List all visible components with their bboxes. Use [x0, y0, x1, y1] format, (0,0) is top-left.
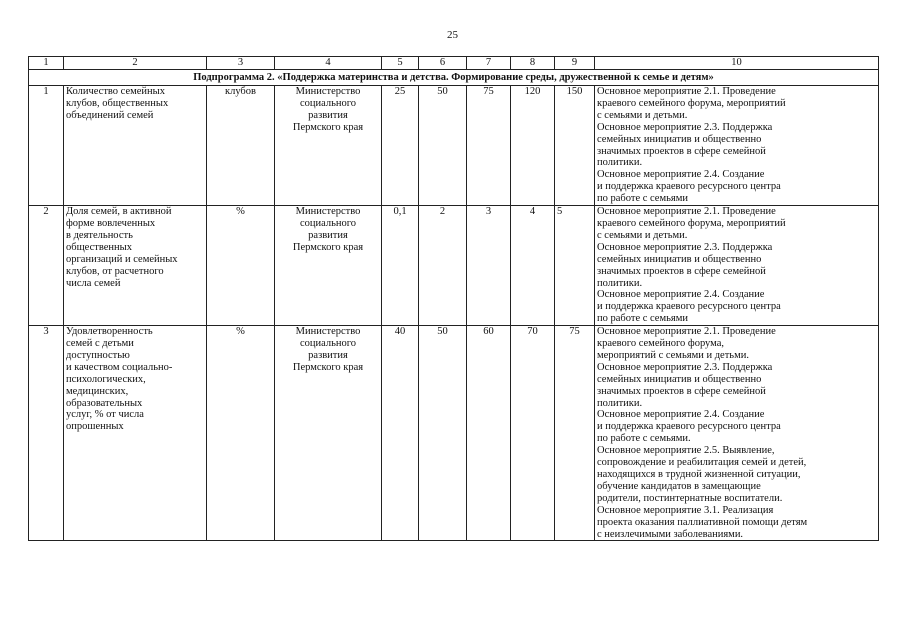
value-col6: 2: [419, 206, 467, 326]
event-line: Основное мероприятие 2.3. Поддержка: [597, 241, 773, 253]
event-line: Основное мероприятие 2.3. Поддержка: [597, 361, 773, 373]
event-line: краевого семейного форума, мероприятий: [597, 217, 786, 229]
executor-line: социального: [299, 338, 357, 350]
executor-cell: [275, 206, 382, 326]
indicator-line: медицинских,: [66, 385, 129, 397]
unit-cell: %: [207, 326, 275, 541]
value-col9: 75: [555, 326, 595, 541]
subprogram-title: Подпрограмма 2. «Поддержка материнства и детства. Формирование среды, дружественной к семье и детям»: [29, 70, 879, 86]
event-line: сопровождение и реабилитация семей и детей,: [597, 457, 807, 469]
event-line: краевого семейного форума, мероприятий: [597, 97, 786, 109]
event-line: и поддержка краевого ресурсного центра: [597, 181, 781, 193]
executor-line: Министерство: [295, 86, 361, 97]
indicator-line: и качеством социально-: [66, 361, 173, 373]
events-cell: [595, 86, 879, 206]
indicator-line: форме вовлеченных: [66, 217, 156, 229]
event-line: по работе с семьями: [597, 313, 688, 325]
executor-line: Пермского края: [292, 361, 364, 373]
value-col8: 120: [511, 86, 555, 206]
executor-line: социального: [299, 97, 357, 109]
column-number-row: [29, 57, 879, 70]
event-line: Основное мероприятие 2.4. Создание: [597, 409, 765, 421]
executor-line: социального: [299, 217, 357, 229]
row-number: 1: [29, 86, 64, 206]
event-line: Основное мероприятие 2.5. Выявление,: [597, 445, 775, 457]
event-line: семейных инициатив и общественно: [597, 373, 762, 385]
executor-line: развития: [308, 109, 348, 121]
executor-line: развития: [308, 349, 348, 361]
indicator-line: организаций и семейных: [66, 253, 178, 265]
indicators-table: [28, 56, 879, 541]
table-row: [29, 206, 879, 326]
event-line: Основное мероприятие 2.1. Проведение: [597, 326, 776, 338]
indicator-line: клубов, общественных: [66, 97, 169, 109]
event-line: мероприятий с семьями и детьми.: [597, 349, 749, 361]
executor-line: Пермского края: [292, 121, 364, 133]
event-line: политики.: [597, 157, 643, 169]
value-col6: 50: [419, 86, 467, 206]
row-number: 2: [29, 206, 64, 326]
indicator-line: доступностью: [66, 349, 130, 361]
event-line: обучение кандидатов в замещающие: [597, 480, 761, 492]
event-line: Основное мероприятие 3.1. Реализация: [597, 504, 774, 516]
unit-cell: клубов: [207, 86, 275, 206]
indicator-line: Количество семейных: [66, 86, 165, 97]
value-col7: 3: [467, 206, 511, 326]
indicator-line: психологических,: [66, 373, 146, 385]
page-number: 25: [447, 29, 458, 41]
table-row: [29, 86, 879, 206]
event-line: Основное мероприятие 2.1. Проведение: [597, 86, 776, 97]
event-line: Основное мероприятие 2.4. Создание: [597, 169, 765, 181]
event-line: политики.: [597, 397, 643, 409]
executor-cell: [275, 326, 382, 541]
value-col5: 40: [382, 326, 419, 541]
indicator-line: Удовлетворенность: [66, 326, 153, 338]
event-line: проекта оказания паллиативной помощи детям: [597, 516, 808, 528]
event-line: семейных инициатив и общественно: [597, 253, 762, 265]
value-col9: 150: [555, 86, 595, 206]
column-header: 2: [64, 57, 207, 70]
indicator-cell: [64, 326, 207, 541]
column-header: 4: [275, 57, 382, 70]
value-col7: 60: [467, 326, 511, 541]
indicator-cell: [64, 206, 207, 326]
indicator-cell: [64, 86, 207, 206]
events-cell: [595, 326, 879, 541]
value-col9: 5: [555, 206, 595, 326]
column-header: 3: [207, 57, 275, 70]
indicator-line: образовательных: [66, 397, 143, 409]
column-header: 8: [511, 57, 555, 70]
row-number: 3: [29, 326, 64, 541]
column-header: 7: [467, 57, 511, 70]
executor-line: Министерство: [295, 206, 361, 218]
indicator-line: семей с детьми: [66, 338, 134, 350]
indicator-line: Доля семей, в активной: [66, 206, 172, 218]
event-line: значимых проектов в сфере семейной: [597, 145, 766, 157]
indicator-line: объединений семей: [66, 109, 154, 121]
value-col5: 0,1: [382, 206, 419, 326]
column-header: 10: [595, 57, 879, 70]
event-line: с неизлечимыми заболеваниями.: [597, 528, 744, 540]
executor-line: Пермского края: [292, 241, 364, 253]
indicator-line: числа семей: [66, 277, 121, 289]
event-line: Основное мероприятие 2.1. Проведение: [597, 206, 776, 218]
unit-cell: %: [207, 206, 275, 326]
indicator-line: опрошенных: [66, 421, 124, 433]
indicator-line: в деятельность: [66, 229, 133, 241]
indicator-line: общественных: [66, 241, 132, 253]
event-line: родители, постинтернатные воспитатели.: [597, 492, 783, 504]
event-line: и поддержка краевого ресурсного центра: [597, 301, 781, 313]
column-header: 6: [419, 57, 467, 70]
event-line: политики.: [597, 277, 643, 289]
column-header: 5: [382, 57, 419, 70]
event-line: значимых проектов в сфере семейной: [597, 265, 766, 277]
value-col6: 50: [419, 326, 467, 541]
event-line: значимых проектов в сфере семейной: [597, 385, 766, 397]
event-line: Основное мероприятие 2.3. Поддержка: [597, 121, 773, 133]
event-line: находящихся в трудной жизненной ситуации,: [597, 469, 801, 480]
value-col7: 75: [467, 86, 511, 206]
events-cell: [595, 206, 879, 326]
event-line: с семьями и детьми.: [597, 229, 688, 241]
executor-line: развития: [308, 229, 348, 241]
subprogram-row: [29, 70, 879, 86]
event-line: по работе с семьями.: [597, 433, 691, 445]
table-row: [29, 326, 879, 541]
executor-line: Министерство: [295, 326, 361, 338]
executor-cell: [275, 86, 382, 206]
indicator-line: услуг, % от числа: [66, 409, 144, 421]
value-col8: 4: [511, 206, 555, 326]
event-line: краевого семейного форума,: [597, 338, 725, 350]
event-line: с семьями и детьми.: [597, 109, 688, 121]
value-col8: 70: [511, 326, 555, 541]
event-line: и поддержка краевого ресурсного центра: [597, 421, 781, 433]
event-line: по работе с семьями: [597, 193, 688, 205]
event-line: Основное мероприятие 2.4. Создание: [597, 289, 765, 301]
value-col5: 25: [382, 86, 419, 206]
column-header: 9: [555, 57, 595, 70]
event-line: семейных инициатив и общественно: [597, 133, 762, 145]
column-header: 1: [29, 57, 64, 70]
indicator-line: клубов, от расчетного: [66, 265, 164, 277]
